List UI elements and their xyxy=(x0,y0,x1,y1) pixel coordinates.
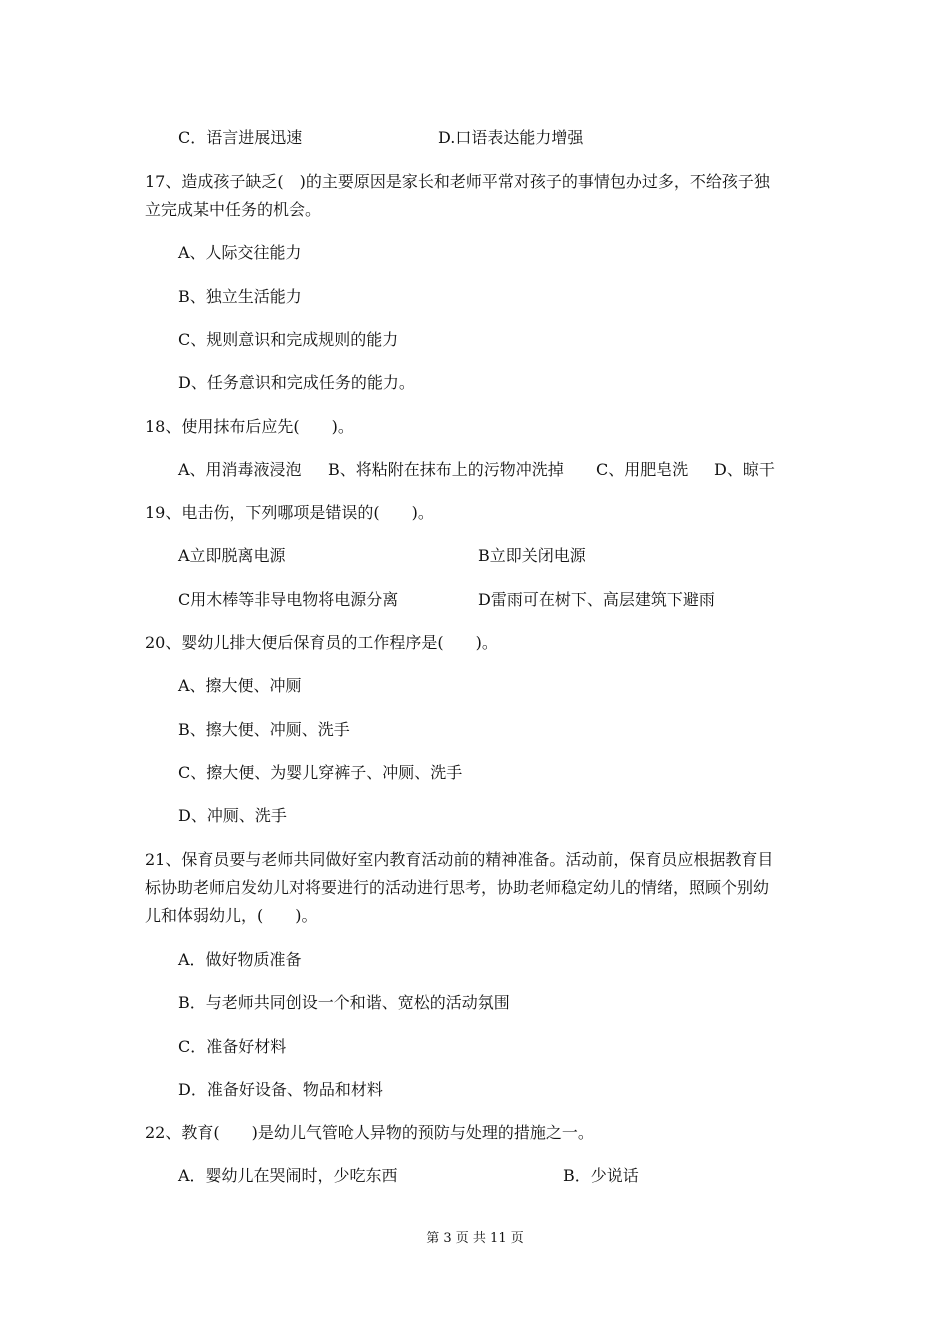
q22-option-a: A．婴幼儿在哭闹时，少吃东西 xyxy=(178,1166,398,1185)
q21-option-d: D．准备好设备、物品和材料 xyxy=(178,1080,383,1099)
page-footer: 第 3 页 共 11 页 xyxy=(426,1231,524,1246)
q17-option-c: C、规则意识和完成规则的能力 xyxy=(178,330,399,349)
q18-stem: 18、使用抹布后应先( )。 xyxy=(145,417,354,436)
q21-option-a: A．做好物质准备 xyxy=(178,950,302,969)
q18-option-c: C、用肥皂洗 xyxy=(596,460,689,479)
q20-option-c: C、擦大便、为婴儿穿裤子、冲厕、洗手 xyxy=(178,763,463,782)
q16-option-d: D.口语表达能力增强 xyxy=(438,128,584,147)
q22-option-b: B．少说话 xyxy=(563,1166,639,1185)
q19-option-b: B立即关闭电源 xyxy=(478,546,586,565)
q22-stem: 22、教育( )是幼儿气管呛人异物的预防与处理的措施之一。 xyxy=(145,1123,594,1142)
q16-option-c: C．语言进展迅速 xyxy=(178,128,303,147)
q21-option-c: C．准备好材料 xyxy=(178,1037,287,1056)
q21-stem-line3: 儿和体弱幼儿，( )。 xyxy=(145,906,318,925)
q17-option-a: A、人际交往能力 xyxy=(178,243,302,262)
q19-option-a: A立即脱离电源 xyxy=(178,546,286,565)
q17-stem-line2: 立完成某中任务的机会。 xyxy=(145,200,322,219)
q21-stem-line2: 标协助老师启发幼儿对将要进行的活动进行思考，协助老师稳定幼儿的情绪，照顾个别幼 xyxy=(145,878,770,897)
q18-option-d: D、晾干 xyxy=(714,460,775,479)
q21-option-b: B．与老师共同创设一个和谐、宽松的活动氛围 xyxy=(178,993,510,1012)
q21-stem-line1: 21、保育员要与老师共同做好室内教育活动前的精神准备。活动前，保育员应根据教育目 xyxy=(145,850,774,869)
q20-option-a: A、擦大便、冲厕 xyxy=(178,676,302,695)
q20-option-d: D、冲厕、洗手 xyxy=(178,806,287,825)
q18-option-b: B、将粘附在抹布上的污物冲洗掉 xyxy=(328,460,564,479)
q20-option-b: B、擦大便、冲厕、洗手 xyxy=(178,720,350,739)
q17-option-b: B、独立生活能力 xyxy=(178,287,302,306)
q20-stem: 20、婴幼儿排大便后保育员的工作程序是( )。 xyxy=(145,633,498,652)
q18-option-a: A、用消毒液浸泡 xyxy=(178,460,302,479)
q17-stem-line1: 17、造成孩子缺乏( )的主要原因是家长和老师平常对孩子的事情包办过多，不给孩子独 xyxy=(145,172,770,191)
q19-option-d: D雷雨可在树下、高层建筑下避雨 xyxy=(478,590,715,609)
q17-option-d: D、任务意识和完成任务的能力。 xyxy=(178,373,415,392)
q19-option-c: C用木棒等非导电物将电源分离 xyxy=(178,590,399,609)
q19-stem: 19、电击伤，下列哪项是错误的( )。 xyxy=(145,503,434,522)
